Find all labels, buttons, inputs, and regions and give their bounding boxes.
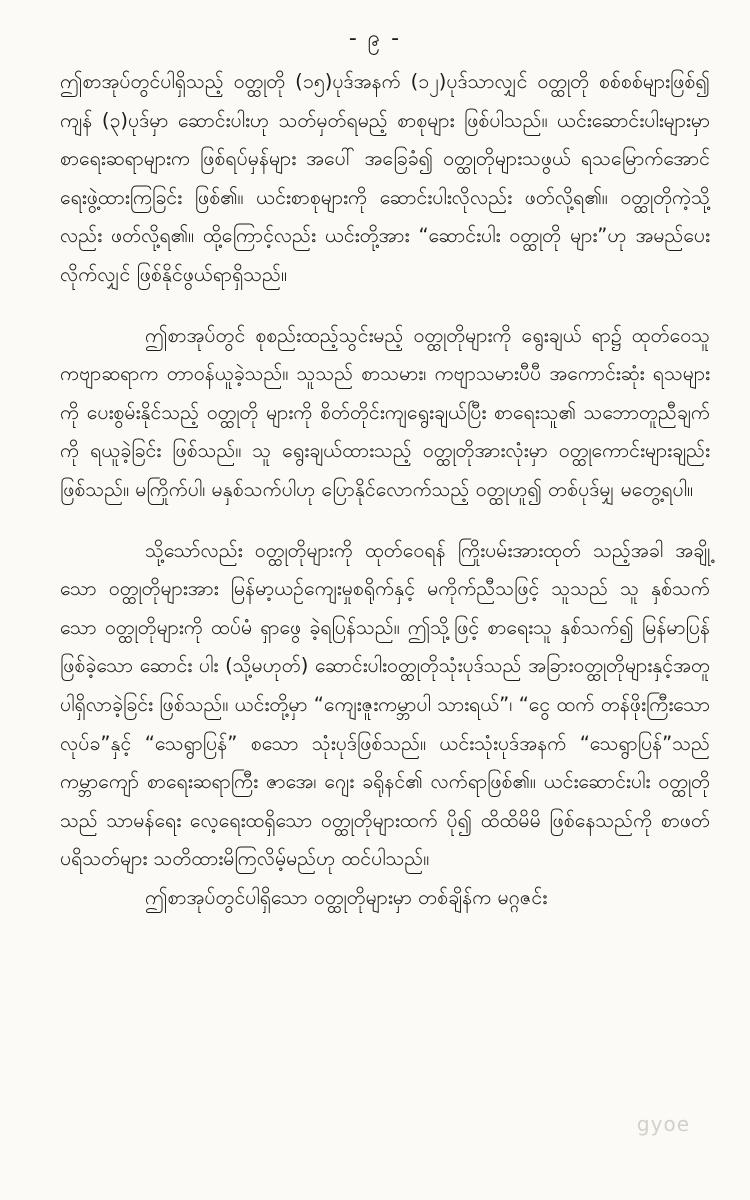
paragraph-4: ဤစာအုပ်တွင်ပါရှိသော ဝတ္ထုတိုများမှာ တစ်ချိန်က မဂ္ဂဇင်း	[145, 885, 548, 909]
paragraph-3: သို့သော်လည်း ဝတ္ထုတိုများကို ထုတ်ဝေရန် ကြိုးပမ်းအားထုတ် သည့်အခါ အချို့သော ဝတ္ထုတိုများအား မြန်မာ့ယဉ်ကျေးမှုစရိုက်နှင့် မကိုက်ညီသဖြင့် သူသည် သူ နှစ်သက်သော ဝတ္ထုတိုများကို ထပ်မံ ရှာဖွေ ခဲ့ရပြန်သည်။ ဤသို့ဖြင့် စာရေးသူ နှစ်သက်၍ မြန်မာပြန်ဖြစ်ခဲ့သော ဆောင်း ပါး (သို့မဟုတ်) ဆောင်းပါးဝတ္ထုတိုသုံးပုဒ်သည် အခြားဝတ္ထုတိုများနှင့်အတူ ပါရှိလာခဲ့ခြင်း ဖြစ်သည်။ ယင်းတို့မှာ “ကျေးဇူးကမ္ဘာပါ သားရယ်”၊ “ငွေ ထက် တန်ဖိုးကြီးသောလုပ်ခ”နှင့် “သေရွာပြန်” စသော သုံးပုဒ်ဖြစ်သည်။ ယင်းသုံးပုဒ်အနက် “သေရွာပြန်”သည် ကမ္ဘာကျော် စာရေးဆရာကြီး ဇာအေ၊ ဂျေး ခရိုနင်၏ လက်ရာဖြစ်၏။ ယင်းဆောင်းပါး ဝတ္ထုတိုသည် သာမန်ရေး လေ့ရေးထရှိသော ဝတ္ထုတိုများထက် ပို၍ ထိထိမိမိ ဖြစ်နေသည်ကို စာဖတ် ပရိသတ်များ သတိထားမိကြလိမ့်မည်ဟု ထင်ပါသည်။	[60, 538, 710, 871]
watermark: gyoe	[636, 1112, 690, 1136]
paragraph-1: ဤစာအုပ်တွင်ပါရှိသည့် ဝတ္ထုတို (၁၅)ပုဒ်အနက် (၁၂)ပုဒ်သာလျှင် ဝတ္ထုတို စစ်စစ်များဖြစ်၍ ကျန် (၃)ပုဒ်မှာ ဆောင်းပါးဟု သတ်မှတ်ရမည့် စာစုများ ဖြစ်ပါသည်။ ယင်းဆောင်းပါးများမှာ စာရေးဆရာများက ဖြစ်ရပ်မှန်များ အပေါ် အခြေခံ၍ ဝတ္ထုတိုများသဖွယ် ရသမြောက်အောင် ရေးဖွဲ့ထားကြခြင်း ဖြစ်၏။ ယင်းစာစုများကို ဆောင်းပါးလိုလည်း ဖတ်လို့ရ၏။ ဝတ္ထုတိုကဲ့သို့ လည်း ဖတ်လို့ရ၏။ ထို့ကြောင့်လည်း ယင်းတို့အား “ဆောင်းပါး ဝတ္ထုတို များ”ဟု အမည်ပေးလိုက်လျှင် ဖြစ်နိုင်ဖွယ်ရာရှိသည်။	[60, 70, 710, 286]
body-text	[60, 63, 710, 917]
page-number: - ၉ -	[348, 26, 402, 51]
paragraph-2: ဤစာအုပ်တွင် စုစည်းထည့်သွင်းမည့် ဝတ္ထုတိုများကို ရွေးချယ် ရာ၌ ထုတ်ဝေသူ ကဗျာဆရာက တာဝန်ယူခဲ့သည်။ သူသည် စာသမား၊ ကဗျာသမားပီပီ အကောင်းဆုံး ရသများကို ပေးစွမ်းနိုင်သည့် ဝတ္ထုတို များကို စိတ်တိုင်းကျရွေးချယ်ပြီး စာရေးသူ၏ သဘောတူညီချက်ကို ရယူခဲ့ခြင်း ဖြစ်သည်။ သူ ရွေးချယ်ထားသည့် ဝတ္ထုတိုအားလုံးမှာ ဝတ္ထုကောင်းများချည်း ဖြစ်သည်။ မကြိုက်ပါ၊ မနှစ်သက်ပါဟု ပြောနိုင်လောက်သည့် ဝတ္ထုဟူ၍ တစ်ပုဒ်မျှ မတွေ့ရပါ။	[60, 323, 710, 501]
